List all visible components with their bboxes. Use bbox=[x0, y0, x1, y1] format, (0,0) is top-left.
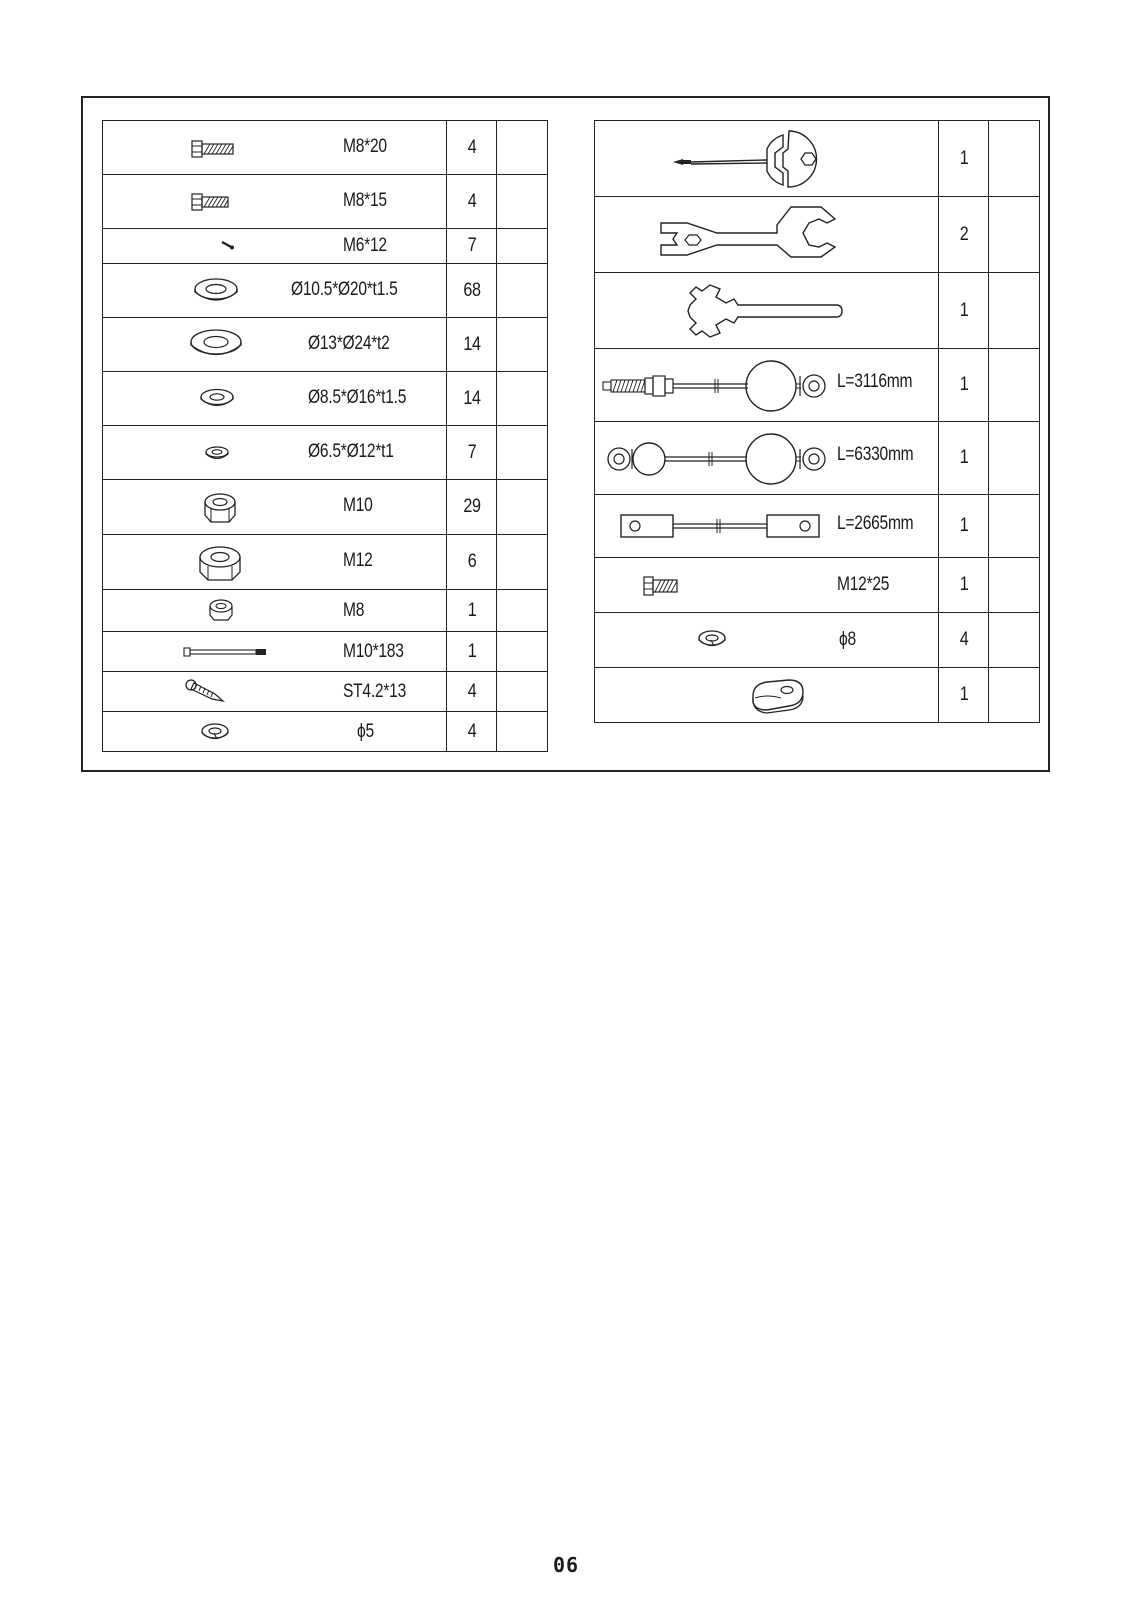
part-qty: 29 bbox=[450, 480, 493, 535]
long-bolt-m10x183-icon bbox=[183, 645, 269, 659]
hardware-parts-table bbox=[102, 120, 548, 752]
table-row bbox=[595, 197, 1040, 273]
nut-m10-icon bbox=[202, 491, 238, 525]
cable-clip-icon bbox=[747, 676, 807, 716]
part-qty: 68 bbox=[450, 264, 493, 318]
check-cell[interactable] bbox=[497, 672, 548, 712]
part-spec: Ø10.5*Ø20*t1.5 bbox=[291, 279, 398, 300]
washer-10-5-icon bbox=[193, 276, 239, 304]
part-spec: Ø6.5*Ø12*t1 bbox=[308, 441, 394, 462]
part-qty: 1 bbox=[450, 590, 493, 632]
part-qty: 4 bbox=[450, 712, 493, 752]
table-row bbox=[103, 264, 548, 318]
part-spec: M12*25 bbox=[837, 574, 890, 595]
screwdriver-wrench-icon bbox=[671, 127, 821, 189]
table-row bbox=[103, 712, 548, 752]
check-cell[interactable] bbox=[989, 197, 1040, 273]
check-cell[interactable] bbox=[497, 372, 548, 426]
cable-3116-icon bbox=[601, 357, 831, 415]
part-qty: 7 bbox=[450, 229, 493, 264]
part-spec: ϕ5 bbox=[357, 721, 374, 742]
part-qty: 1 bbox=[942, 495, 985, 558]
part-qty: 7 bbox=[450, 426, 493, 480]
part-spec: M6*12 bbox=[343, 235, 387, 256]
table-row bbox=[103, 318, 548, 372]
part-spec: M8 bbox=[343, 600, 365, 621]
part-spec: M12 bbox=[343, 550, 373, 571]
table-row bbox=[103, 229, 548, 264]
check-cell[interactable] bbox=[497, 712, 548, 752]
check-cell[interactable] bbox=[989, 495, 1040, 558]
check-cell[interactable] bbox=[497, 175, 548, 229]
part-qty: 4 bbox=[450, 121, 493, 175]
table-row bbox=[595, 422, 1040, 495]
cable-2665-icon bbox=[619, 513, 821, 539]
part-spec: M8*15 bbox=[343, 190, 387, 211]
table-row bbox=[595, 121, 1040, 197]
part-spec: M8*20 bbox=[343, 136, 387, 157]
washer-6-5-icon bbox=[204, 445, 230, 461]
table-row bbox=[103, 480, 548, 535]
part-spec: M10*183 bbox=[343, 641, 404, 662]
part-spec: L=3116mm bbox=[837, 371, 913, 392]
check-cell[interactable] bbox=[989, 349, 1040, 422]
table-row bbox=[595, 273, 1040, 349]
table-row bbox=[103, 672, 548, 712]
tools-cables-table bbox=[594, 120, 1040, 723]
part-qty: 1 bbox=[450, 632, 493, 672]
table-row bbox=[595, 349, 1040, 422]
check-cell[interactable] bbox=[497, 229, 548, 264]
table-row bbox=[103, 121, 548, 175]
table-row bbox=[103, 175, 548, 229]
page-number: 06 bbox=[552, 1553, 580, 1577]
part-qty: 4 bbox=[450, 672, 493, 712]
check-cell[interactable] bbox=[497, 535, 548, 590]
nut-m8-icon bbox=[207, 598, 235, 624]
check-cell[interactable] bbox=[989, 273, 1040, 349]
washer-8-5-icon bbox=[199, 387, 235, 409]
part-spec: L=6330mm bbox=[837, 444, 914, 465]
table-row bbox=[103, 632, 548, 672]
table-row bbox=[595, 668, 1040, 723]
part-qty: 4 bbox=[450, 175, 493, 229]
check-cell[interactable] bbox=[497, 426, 548, 480]
part-qty: 1 bbox=[942, 121, 985, 197]
part-spec: Ø13*Ø24*t2 bbox=[308, 333, 390, 354]
part-spec: ϕ8 bbox=[839, 629, 856, 650]
bolt-m8x15-icon bbox=[191, 192, 231, 212]
part-qty: 14 bbox=[450, 372, 493, 426]
table-row bbox=[103, 372, 548, 426]
nut-m12-icon bbox=[197, 544, 243, 584]
bolt-m12x25-icon bbox=[643, 575, 679, 597]
spring-washer-5-icon bbox=[200, 722, 230, 742]
washer-13-icon bbox=[189, 328, 243, 360]
part-spec: L=2665mm bbox=[837, 513, 914, 534]
part-spec: ST4.2*13 bbox=[343, 681, 406, 702]
screw-m6x12-icon bbox=[220, 239, 236, 251]
table-row bbox=[103, 590, 548, 632]
part-qty: 6 bbox=[450, 535, 493, 590]
part-qty: 4 bbox=[942, 613, 985, 668]
part-qty: 1 bbox=[942, 273, 985, 349]
check-cell[interactable] bbox=[497, 480, 548, 535]
part-qty: 2 bbox=[942, 197, 985, 273]
check-cell[interactable] bbox=[497, 121, 548, 175]
table-row bbox=[595, 613, 1040, 668]
table-row bbox=[103, 426, 548, 480]
part-qty: 1 bbox=[942, 422, 985, 495]
self-tapping-screw-icon bbox=[185, 678, 225, 704]
part-spec: Ø8.5*Ø16*t1.5 bbox=[308, 387, 407, 408]
part-qty: 14 bbox=[450, 318, 493, 372]
check-cell[interactable] bbox=[989, 422, 1040, 495]
check-cell[interactable] bbox=[989, 613, 1040, 668]
part-qty: 1 bbox=[942, 558, 985, 613]
check-cell[interactable] bbox=[989, 668, 1040, 723]
check-cell[interactable] bbox=[497, 590, 548, 632]
table-row bbox=[595, 495, 1040, 558]
part-spec: M10 bbox=[343, 495, 373, 516]
check-cell[interactable] bbox=[989, 558, 1040, 613]
open-end-wrench-icon bbox=[686, 283, 846, 341]
table-row bbox=[103, 535, 548, 590]
part-qty: 1 bbox=[942, 668, 985, 723]
double-open-wrench-icon bbox=[659, 205, 849, 265]
check-cell[interactable] bbox=[497, 632, 548, 672]
bolt-m8x20-icon bbox=[191, 139, 235, 159]
check-cell[interactable] bbox=[497, 318, 548, 372]
table-row bbox=[595, 558, 1040, 613]
check-cell[interactable] bbox=[497, 264, 548, 318]
spring-washer-8-icon bbox=[697, 629, 727, 649]
check-cell[interactable] bbox=[989, 121, 1040, 197]
cable-6330-icon bbox=[605, 430, 831, 488]
part-qty: 1 bbox=[942, 349, 985, 422]
